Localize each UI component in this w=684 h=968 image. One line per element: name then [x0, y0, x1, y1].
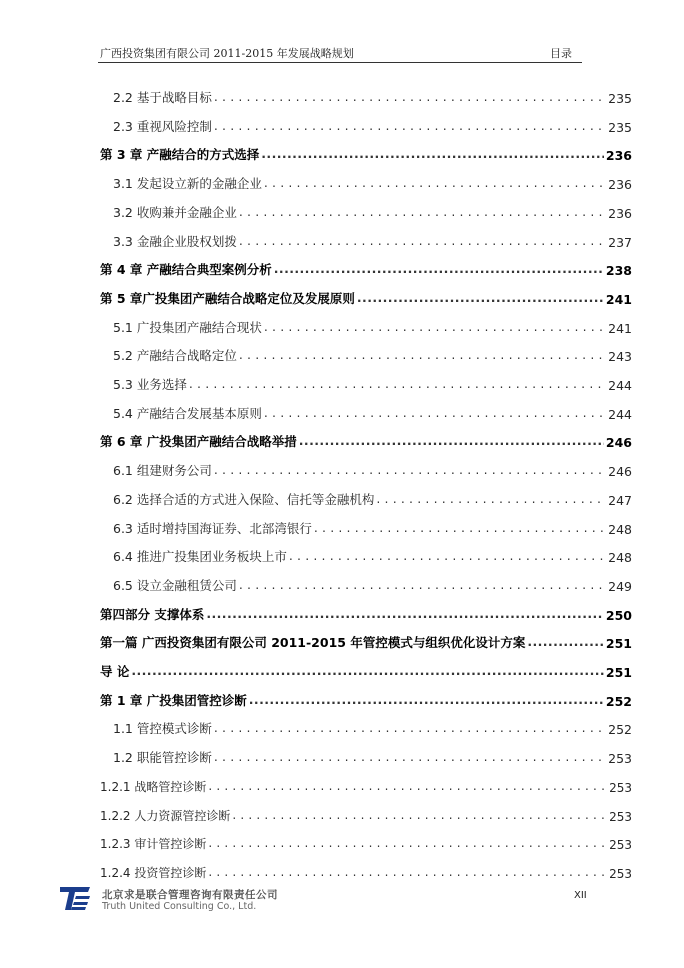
- toc-entry[interactable]: [100, 861, 632, 881]
- toc-dot-leader: [214, 752, 606, 766]
- toc-dot-leader: [314, 523, 606, 537]
- toc-entry-page: 247: [608, 492, 632, 508]
- toc-dot-leader: [527, 637, 604, 651]
- toc-entry-label: 6.3 适时增持国海证券、北部湾银行: [113, 520, 312, 536]
- toc-entry[interactable]: [100, 258, 632, 278]
- toc-entry-page: 249: [608, 578, 632, 594]
- toc-entry[interactable]: [100, 143, 632, 163]
- toc-dot-leader: [264, 322, 606, 336]
- toc-entry[interactable]: [100, 775, 632, 795]
- toc-entry-page: 237: [608, 234, 632, 250]
- toc-entry-page: 241: [608, 320, 632, 336]
- toc-entry[interactable]: [100, 689, 632, 709]
- toc-dot-leader: [239, 350, 606, 364]
- toc-entry-page: 235: [608, 91, 632, 106]
- toc-entry[interactable]: [113, 230, 632, 250]
- toc-entry-page: 251: [605, 636, 632, 652]
- toc-entry-label: 第 5 章广投集团产融结合战略定位及发展原则: [100, 290, 355, 306]
- toc-dot-leader: [264, 178, 606, 192]
- toc-entry-label: 2.2 基于战略目标: [113, 90, 212, 105]
- toc-dot-leader: [239, 580, 606, 594]
- toc-entry-page: 248: [608, 550, 632, 566]
- toc-entry-label: 6.4 推进广投集团业务板块上市: [113, 549, 287, 565]
- page-header: [98, 42, 582, 63]
- toc-entry-page: 246: [608, 464, 632, 480]
- toc-entry-label: 3.2 收购兼并金融企业: [113, 204, 237, 220]
- toc-entry-page: 246: [605, 435, 632, 451]
- toc-dot-leader: [289, 551, 606, 565]
- toc-entry-label: 1.2.1 战略管控诊断: [100, 779, 207, 794]
- toc-dot-leader: [376, 494, 606, 508]
- toc-entry[interactable]: [113, 86, 632, 106]
- toc-entry-page: 253: [609, 809, 632, 824]
- toc-entry-page: 244: [608, 406, 632, 422]
- toc-entry[interactable]: [113, 172, 632, 192]
- toc-entry[interactable]: [113, 545, 632, 565]
- toc-entry[interactable]: [100, 832, 632, 852]
- toc-entry-page: 244: [608, 378, 632, 393]
- toc-entry-label: 5.2 产融结合战略定位: [113, 348, 237, 364]
- toc-entry-page: 250: [605, 607, 632, 623]
- toc-entry-label: 1.2.3 审计管控诊断: [100, 837, 207, 852]
- toc-entry[interactable]: [113, 316, 632, 336]
- toc-entry[interactable]: [113, 402, 632, 422]
- toc-dot-leader: [208, 781, 607, 795]
- toc-entry-label: 第 3 章 产融结合的方式选择: [100, 147, 260, 163]
- header-section: 目录: [550, 47, 572, 60]
- toc-entry[interactable]: [113, 717, 632, 737]
- toc-entry-page: 251: [605, 665, 632, 680]
- toc-dot-leader: [214, 92, 606, 106]
- toc-entry[interactable]: [113, 201, 632, 221]
- toc-dot-leader: [131, 666, 604, 680]
- toc-entry-label: 6.2 选择合适的方式进入保险、信托等金融机构: [113, 491, 375, 507]
- toc-entry-page: 253: [608, 751, 632, 767]
- toc-dot-leader: [206, 609, 604, 623]
- toc-entry-page: 252: [608, 722, 632, 738]
- toc-entry-page: 241: [605, 291, 632, 307]
- toc-entry[interactable]: [113, 459, 632, 479]
- page-footer: [58, 884, 628, 914]
- toc-dot-leader: [249, 695, 604, 709]
- toc-dot-leader: [214, 121, 606, 135]
- toc-entry-label: 5.1 广投集团产融结合现状: [113, 319, 262, 335]
- toc-entry[interactable]: [100, 660, 632, 680]
- toc-entry[interactable]: [113, 517, 632, 537]
- toc-entry[interactable]: [100, 430, 632, 450]
- toc-entry-label: 1.2 职能管控诊断: [113, 750, 212, 766]
- toc-entry[interactable]: [113, 373, 632, 393]
- page-number: XII: [574, 890, 587, 901]
- toc-entry-page: 253: [609, 838, 632, 853]
- toc-entry-page: 238: [605, 263, 632, 279]
- toc-entry[interactable]: [100, 804, 632, 824]
- toc-entry-page: 235: [608, 119, 632, 135]
- toc-entry-page: 253: [609, 866, 632, 881]
- toc-entry-label: 第 1 章 广投集团管控诊断: [100, 692, 247, 708]
- toc-dot-leader: [239, 207, 606, 221]
- toc-entry[interactable]: [100, 603, 632, 623]
- toc-entry-label: 5.3 业务选择: [113, 377, 187, 392]
- toc-dot-leader: [264, 408, 606, 422]
- toc-entry-page: 236: [608, 205, 632, 221]
- toc-dot-leader: [214, 723, 606, 737]
- toc-entry-label: 1.2.2 人力资源管控诊断: [100, 808, 231, 823]
- toc-entry[interactable]: [113, 488, 632, 508]
- toc-entry-label: 3.3 金融企业股权划拨: [113, 233, 237, 249]
- toc-entry-label: 第四部分 支撑体系: [100, 606, 205, 622]
- toc-entry-label: 6.5 设立金融租赁公司: [113, 577, 237, 593]
- toc-entry-page: 236: [608, 177, 632, 193]
- toc-entry-label: 导 论: [100, 664, 130, 679]
- toc-dot-leader: [274, 264, 604, 278]
- toc-entry-label: 1.2.4 投资管控诊断: [100, 865, 207, 880]
- toc-entry[interactable]: [113, 574, 632, 594]
- toc-entry-label: 第一篇 广西投资集团有限公司 2011-2015 年管控模式与组织优化设计方案: [100, 635, 526, 651]
- toc-entry-page: 243: [608, 349, 632, 365]
- toc-entry-label: 6.1 组建财务公司: [113, 463, 212, 479]
- toc-entry-page: 252: [605, 693, 632, 709]
- toc-entry-label: 2.3 重视风险控制: [113, 118, 212, 134]
- toc-entry-label: 1.1 管控模式诊断: [113, 721, 212, 737]
- toc-dot-leader: [299, 436, 604, 450]
- truth-united-logo-icon: [58, 884, 92, 912]
- toc-dot-leader: [239, 236, 606, 250]
- toc-entry[interactable]: [113, 115, 632, 135]
- toc-dot-leader: [261, 149, 604, 163]
- company-name-en: Truth United Consulting Co., Ltd.: [102, 901, 257, 912]
- toc-entry[interactable]: [100, 287, 632, 307]
- toc-entry-label: 5.4 产融结合发展基本原则: [113, 405, 262, 421]
- toc-entry[interactable]: [100, 631, 632, 651]
- toc-entry-label: 第 4 章 产融结合典型案例分析: [100, 262, 272, 278]
- company-name-cn: 北京求是联合管理咨询有限责任公司: [102, 889, 278, 901]
- toc-dot-leader: [189, 379, 606, 393]
- toc-entry-label: 3.1 发起设立新的金融企业: [113, 176, 262, 192]
- toc-entry-page: 236: [605, 148, 632, 164]
- toc-entry[interactable]: [113, 344, 632, 364]
- header-title: 广西投资集团有限公司 2011-2015 年发展战略规划: [100, 47, 354, 60]
- toc-dot-leader: [208, 867, 607, 881]
- toc-entry-page: 253: [609, 780, 632, 795]
- toc-entry-label: 第 6 章 广投集团产融结合战略举措: [100, 434, 297, 450]
- toc-dot-leader: [357, 293, 604, 307]
- toc-dot-leader: [232, 810, 607, 824]
- toc-entry[interactable]: [113, 746, 632, 766]
- toc-dot-leader: [208, 838, 607, 852]
- toc-entry-page: 248: [608, 521, 632, 537]
- toc-dot-leader: [214, 465, 606, 479]
